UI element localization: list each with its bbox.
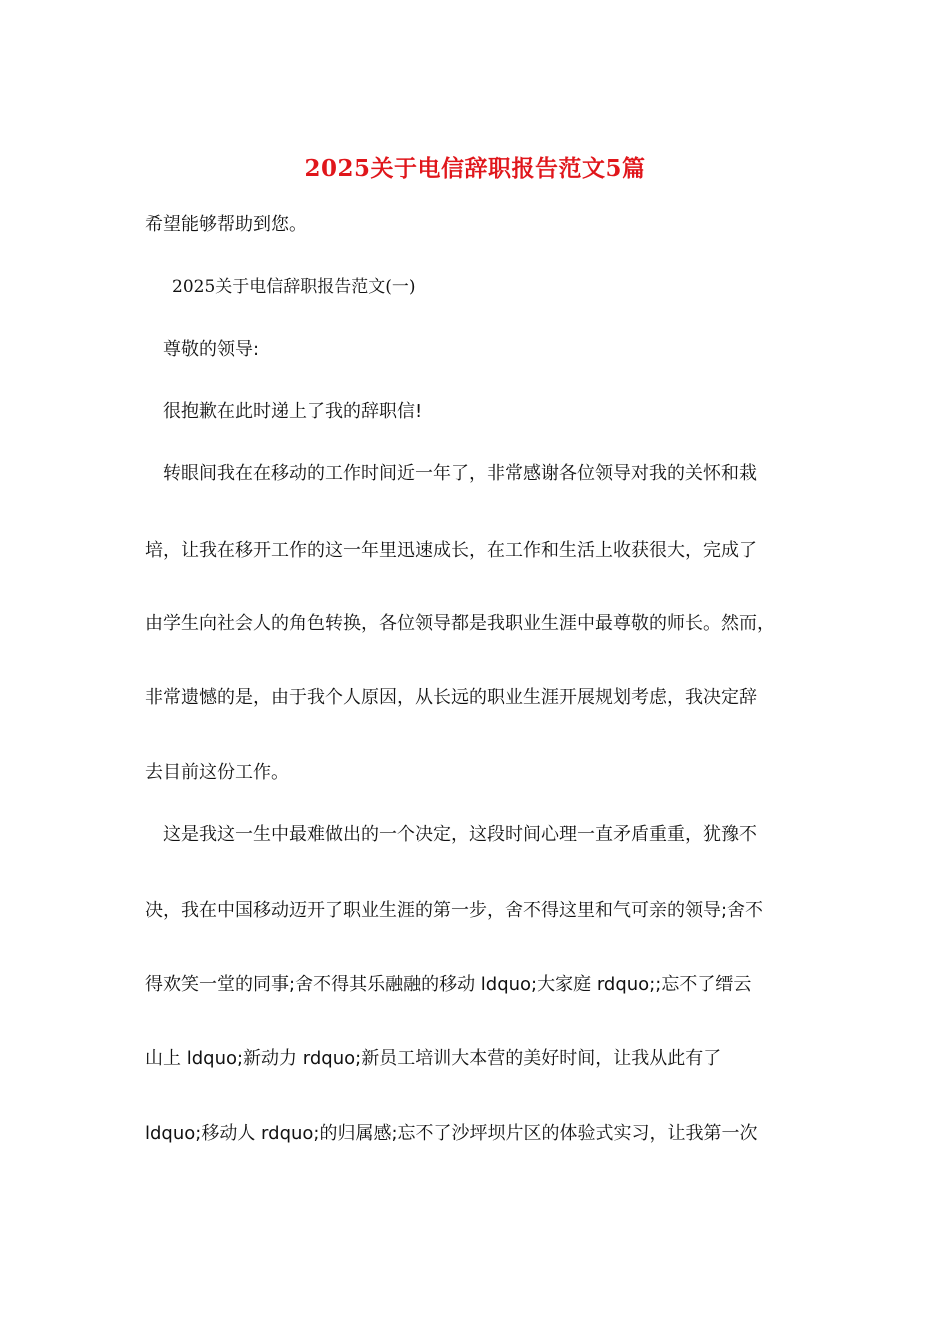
body-line: 由学生向社会人的角色转换，各位领导都是我职业生涯中最尊敬的师长。然而， <box>145 613 775 634</box>
intro-text: 希望能够帮助到您。 <box>145 214 307 235</box>
body-line: 山上 ldquo;新动力 rdquo;新员工培训大本营的美好时间，让我从此有了 <box>145 1048 722 1069</box>
body-line: 去目前这份工作。 <box>145 762 289 783</box>
body-line: 这是我这一生中最难做出的一个决定，这段时间心理一直矛盾重重，犹豫不 <box>163 824 757 845</box>
document-title: 2025关于电信辞职报告范文5篇 <box>304 155 646 182</box>
body-line: ldquo;移动人 rdquo;的归属感;忘不了沙坪坝片区的体验式实习，让我第一次 <box>145 1123 758 1144</box>
opening-line: 很抱歉在此时递上了我的辞职信! <box>163 401 423 422</box>
body-line: 得欢笑一堂的同事;舍不得其乐融融的移动 ldquo;大家庭 rdquo;;忘不了缙云 <box>145 974 752 995</box>
body-line: 转眼间我在在移动的工作时间近一年了，非常感谢各位领导对我的关怀和栽 <box>163 463 757 484</box>
body-line: 培，让我在移开工作的这一年里迅速成长，在工作和生活上收获很大，完成了 <box>145 540 757 561</box>
section-heading: 2025关于电信辞职报告范文(一) <box>172 277 416 297</box>
salutation: 尊敬的领导: <box>163 339 260 360</box>
body-line: 决，我在中国移动迈开了职业生涯的第一步，舍不得这里和气可亲的领导;舍不 <box>145 900 764 921</box>
body-line: 非常遗憾的是，由于我个人原因，从长远的职业生涯开展规划考虑，我决定辞 <box>145 687 757 708</box>
